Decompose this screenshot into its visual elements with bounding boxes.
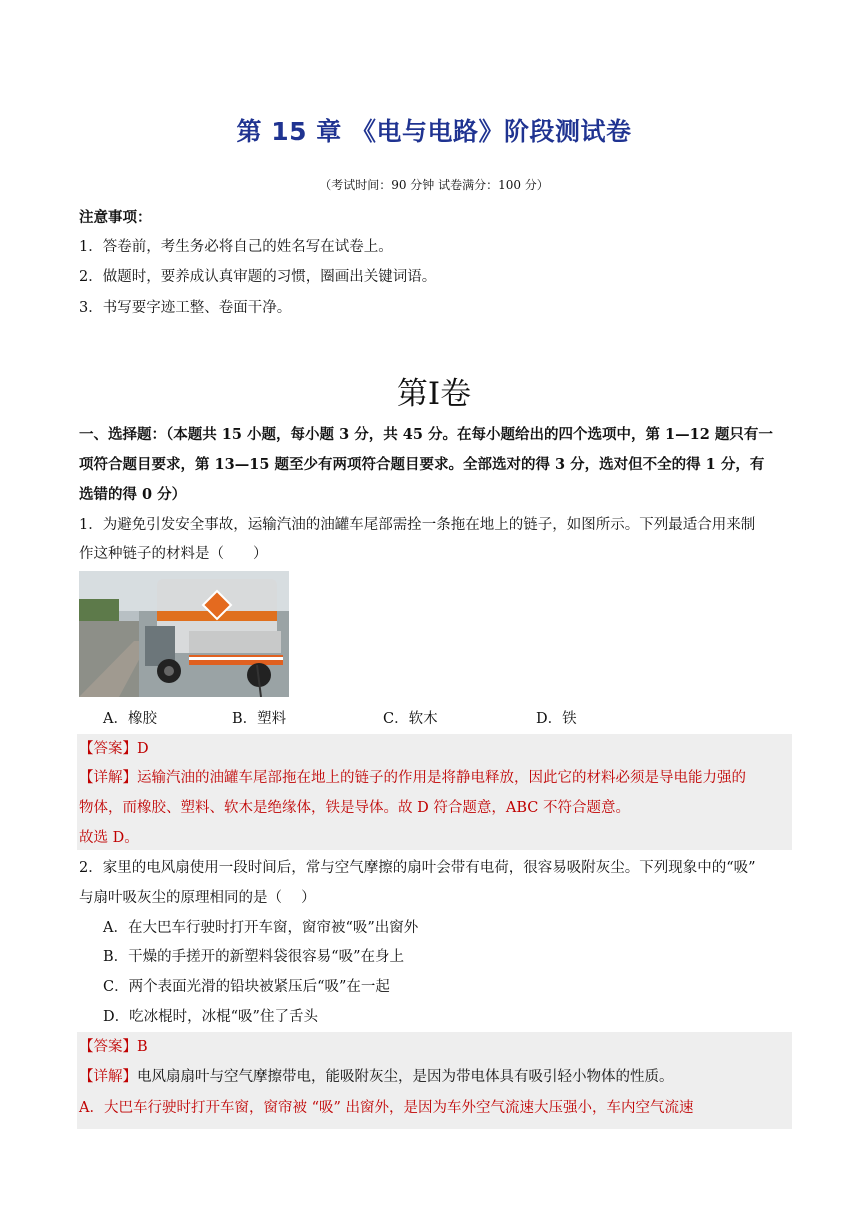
question-1-conclusion: 故选 D。 [79,830,139,846]
question-2-detail [79,1065,674,1086]
question-1-detail: 物体，而橡胶、塑料、软木是绝缘体，铁是导体。故 D 符合题意，ABC 不符合题意。 [79,800,630,816]
question-2-option-b: B．干燥的手搓开的新塑料袋很容易“吸”在身上 [103,949,404,965]
detail-tag: 【详解】 [79,1069,137,1085]
question-1-text: 1．为避免引发安全事故，运输汽油的油罐车尾部需拴一条拖在地上的链子，如图所示。下列最适合用来制 [79,517,756,533]
detail-tag: 【详解】 [79,770,137,786]
volume-heading: 第I卷 [396,376,472,412]
question-1-option-b: B．塑料 [232,711,287,727]
question-2-text: 与扇叶吸灰尘的原理相同的是（ ） [79,890,316,906]
question-2-option-c: C．两个表面光滑的铅块被紧压后“吸”在一起 [103,979,390,995]
answer-tag: 【答案】 [79,1039,137,1055]
detail-text: 电风扇扇叶与空气摩擦带电，能吸附灰尘，是因为带电体具有吸引轻小物体的性质。 [137,1069,674,1085]
question-2-answer [79,1035,148,1056]
question-1-answer [79,737,149,758]
question-1-option-c: C．软木 [383,711,438,727]
answer-tag: 【答案】 [79,741,137,757]
notice-heading: 注意事项： [79,209,152,226]
question-2-option-d: D．吃冰棍时，冰棍“吸”住了舌头 [103,1009,318,1025]
question-1-detail [79,766,746,787]
question-1-option-d: D．铁 [536,711,577,727]
section-instructions: 选错的得 0 分） [79,486,187,503]
notice-item: 2．做题时，要养成认真审题的习惯，圈画出关键词语。 [79,269,437,285]
answer-value: B [137,1039,148,1055]
question-1-text: 作这种链子的材料是（ ） [79,546,268,562]
question-2-option-a: A．在大巴车行驶时打开车窗，窗帘被“吸”出窗外 [103,920,419,936]
page-title: 第 15 章 《电与电路》阶段测试卷 [236,117,632,146]
question-1-answer-panel [77,734,792,850]
notice-item: 1．答卷前，考生务必将自己的姓名写在试卷上。 [79,239,393,255]
question-1-option-a: A．橡胶 [103,711,157,727]
section-instructions: 一、选择题：（本题共 15 小题，每小题 3 分，共 45 分。在每小题给出的四个选项中，第 1—12 题只有一 [79,426,773,443]
section-instructions: 项符合题目要求，第 13—15 题至少有两项符合题目要求。全部选对的得 3 分，选对但不全的得 1 分，有 [79,456,765,473]
question-2-text: 2．家里的电风扇使用一段时间后，常与空气摩擦的扇叶会带有电荷，很容易吸附灰尘。下列现象中的“吸” [79,860,756,876]
tanker-truck-photo [79,571,289,697]
exam-info: （考试时间：90 分钟 试卷满分：100 分） [319,178,549,192]
answer-value: D [137,741,149,757]
detail-text: 运输汽油的油罐车尾部拖在地上的链子的作用是将静电释放，因此它的材料必须是导电能力强的 [137,770,746,786]
notice-item: 3．书写要字迹工整、卷面干净。 [79,300,292,316]
question-2-option-a-analysis: A．大巴车行驶时打开车窗，窗帘被 “吸” 出窗外，是因为车外空气流速大压强小，车内空气流速 [79,1100,694,1116]
